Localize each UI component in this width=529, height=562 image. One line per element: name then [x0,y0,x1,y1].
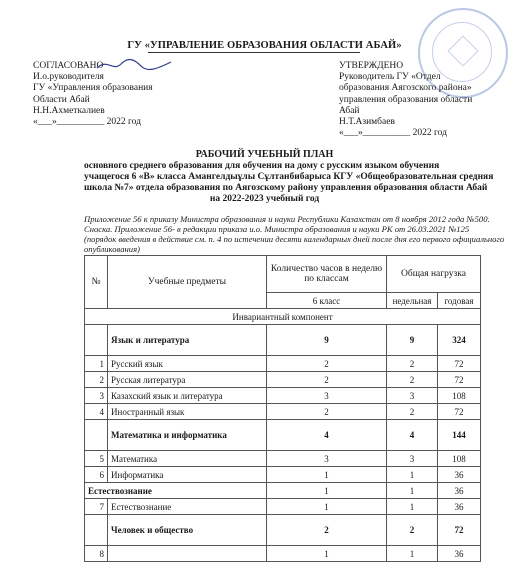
class-hours: 2 [267,356,387,372]
right-line: управления образования области [339,94,473,105]
table-row [85,372,481,388]
header-hours: Количество часов в неделю по классам [267,256,387,293]
row-num [85,325,108,356]
class-hours: 2 [267,404,387,420]
section-name: Естествознание [85,483,267,499]
class-hours: 2 [267,372,387,388]
weekly-load: 1 [387,499,438,515]
note-line: опубликования) [84,244,140,254]
class-hours: 1 [267,483,387,499]
right-line: Руководитель ГУ «Отдел [339,72,441,83]
left-line: ГУ «Управления образования [33,83,153,94]
subject-name: Математика и информатика [108,420,267,451]
table-row [85,404,481,420]
row-num: 3 [85,388,108,404]
note-line: (порядок введения в действие см. п. 4 по истечении десяти календарных дней после дня его первого официального [84,234,505,244]
table-row [85,546,481,562]
plan-heading [0,149,529,205]
class-hours: 1 [267,499,387,515]
table-row [85,451,481,467]
header-weekly: недельная [387,293,438,309]
table-row [85,467,481,483]
organization-title: ГУ «УПРАВЛЕНИЕ ОБРАЗОВАНИЯ ОБЛАСТИ АБАЙ» [127,40,402,51]
weekly-load: 9 [387,325,438,356]
weekly-load: 2 [387,404,438,420]
weekly-load: 1 [387,483,438,499]
row-num: 4 [85,404,108,420]
weekly-load: 2 [387,515,438,546]
weekly-load: 2 [387,356,438,372]
table-row [85,483,481,499]
weekly-load: 1 [387,467,438,483]
yearly-load: 324 [438,325,481,356]
weekly-load: 3 [387,451,438,467]
table-row [85,325,481,356]
subject-name: Информатика [108,467,267,483]
signature-left [95,56,175,74]
invariant-label: Инвариантный компонент [85,309,481,325]
class-hours: 1 [267,467,387,483]
yearly-load: 72 [438,356,481,372]
row-num: 1 [85,356,108,372]
row-num: 8 [85,546,108,562]
table-row [85,515,481,546]
yearly-load: 72 [438,515,481,546]
yearly-load: 108 [438,388,481,404]
plan-title: РАБОЧИЙ УЧЕБНЫЙ ПЛАН [195,149,334,160]
yearly-load: 36 [438,467,481,483]
header-num: № [85,256,108,309]
subject-name: Математика [108,451,267,467]
plan-line: школа №7» отдела образования по Аягозскому району управления образования области Абай [84,183,488,193]
weekly-load: 1 [387,546,438,562]
legal-note [84,214,524,254]
table-row [85,499,481,515]
plan-year: на 2022-2023 учебный год [209,194,320,204]
curriculum-table [84,255,481,562]
weekly-load: 4 [387,420,438,451]
right-line: «___»__________ 2022 год [339,128,447,139]
subject-name: Казахский язык и литература [108,388,267,404]
row-num: 6 [85,467,108,483]
right-line: Н.Т.Азимбаев [339,117,395,128]
yearly-load: 72 [438,372,481,388]
class-hours: 3 [267,388,387,404]
yearly-load: 36 [438,499,481,515]
table-body [85,325,481,562]
table-row [85,356,481,372]
class-hours: 1 [267,546,387,562]
class-hours: 3 [267,451,387,467]
right-line: Абай [339,105,360,116]
header-class: 6 класс [267,293,387,309]
yearly-load: 144 [438,420,481,451]
row-num: 5 [85,451,108,467]
row-num [85,420,108,451]
row-num [85,515,108,546]
weekly-load: 2 [387,372,438,388]
yearly-load: 72 [438,404,481,420]
left-line: Н.Н.Ахметкалиев [33,105,105,116]
row-num: 2 [85,372,108,388]
note-line: Приложение 56 к приказу Министра образования и науки Республики Казахстан от 8 ноября 2012 года №500. [84,214,490,224]
right-line: УТВЕРЖДЕНО [339,61,404,71]
left-line: Области Абай [33,94,90,105]
approval-block-right [339,61,472,139]
left-line: СОГЛАСОВАНО [33,61,104,71]
subject-name [108,546,267,562]
subject-name: Иностранный язык [108,404,267,420]
subject-name: Естествознание [108,499,267,515]
header-load: Общая нагрузка [387,256,481,293]
left-line: И.о.руководителя [33,72,104,83]
invariant-row [85,309,481,325]
subject-name: Русская литература [108,372,267,388]
table-header-row [85,256,481,293]
subject-name: Язык и литература [108,325,267,356]
class-hours: 2 [267,515,387,546]
row-num: 7 [85,499,108,515]
header-yearly: годовая [438,293,481,309]
yearly-load: 36 [438,546,481,562]
right-line: образования Аягозского района» [339,83,472,94]
yearly-load: 36 [438,483,481,499]
plan-line: учащегося 6 «В» класса Амангелдыұлы Сұлтанбибарыса КГУ «Общеобразовательная средняя [84,172,494,182]
table-row [85,388,481,404]
yearly-load: 108 [438,451,481,467]
plan-line: основного среднего образования для обучения на дому с русским языком обучения [84,161,440,171]
subject-name: Человек и общество [108,515,267,546]
subject-name: Русский язык [108,356,267,372]
table-row [85,420,481,451]
class-hours: 4 [267,420,387,451]
class-hours: 9 [267,325,387,356]
weekly-load: 3 [387,388,438,404]
header-subjects: Учебные предметы [108,256,267,309]
title-underline [148,52,360,53]
left-line: «___»__________ 2022 год [33,117,141,128]
note-line: Сноска. Приложение 56- в редакции приказа и.о. Министра образования и науки РК от 26.03.2021 №125 [84,224,470,234]
